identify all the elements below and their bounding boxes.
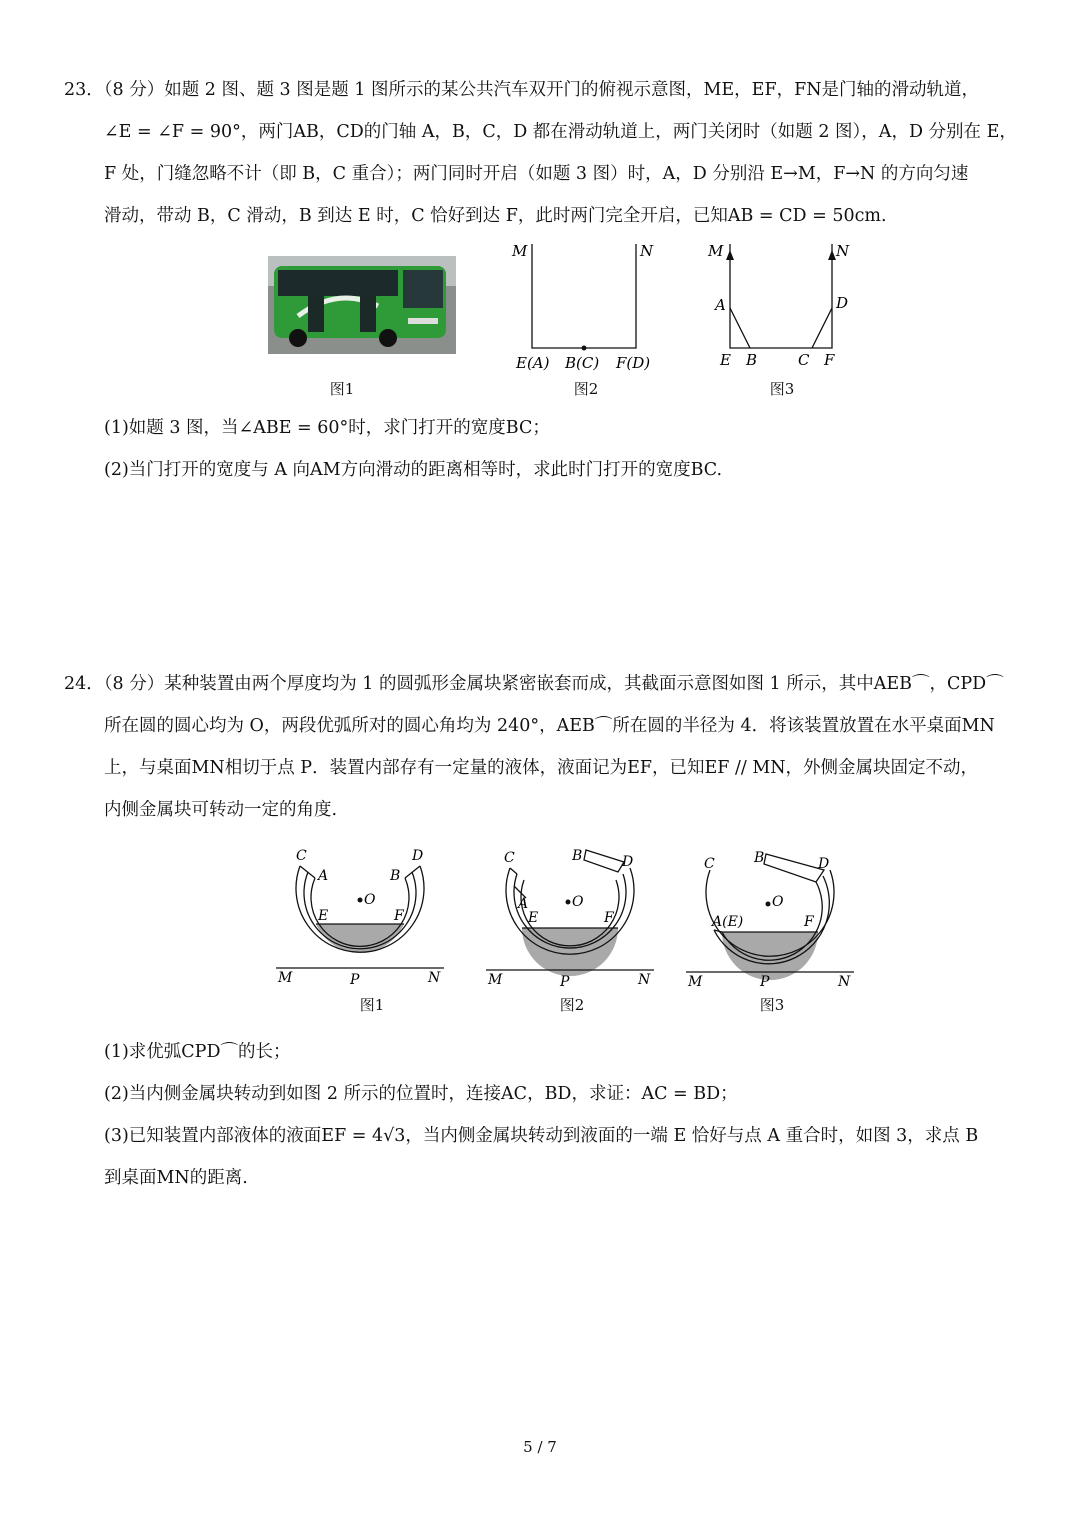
fig3-label-d: D — [836, 294, 849, 312]
q24f3-label-o: O — [772, 894, 784, 910]
q23-caption-fig3: 图3 — [769, 380, 795, 398]
q24f3-label-f: F — [804, 914, 814, 930]
fig3-label-c: C — [798, 351, 810, 369]
fig3-label-m: M — [708, 242, 724, 260]
q24f2-label-p: P — [560, 974, 570, 986]
fig2-label-e: E(A) — [516, 354, 550, 372]
fig2-label-f: F(D) — [616, 354, 651, 372]
q24-line-2: 所在圆的圆心均为 O，两段优弧所对的圆心角均为 240°，AEB⌒所在圆的半径为 4．将该装置放置在水平桌面MN — [104, 716, 995, 736]
q24f3-label-c: C — [704, 856, 715, 872]
q24f2-label-e: E — [528, 910, 539, 926]
q24f3-label-d: D — [818, 856, 830, 872]
q24f2-label-b: B — [572, 848, 583, 864]
q24-subquestion-3a: (3)已知装置内部液体的液面EF = 4√3，当内侧金属块转动到液面的一端 E 恰好与点 A 重合时，如图 3，求点 B — [104, 1126, 979, 1146]
fig3-label-e: E — [720, 351, 731, 369]
q23-line-1: 23．（8 分）如题 2 图、题 3 图是题 1 图所示的某公共汽车双开门的俯视示意图，ME，EF，FN是门轴的滑动轨道， — [64, 80, 980, 100]
q24f2-label-o: O — [572, 894, 584, 910]
q24f3-label-n: N — [838, 974, 851, 986]
q24f1-label-a: A — [318, 868, 329, 884]
q24-line-4: 内侧金属块可转动一定的角度. — [104, 800, 338, 820]
fig3-label-b: B — [746, 351, 758, 369]
q24f1-label-e: E — [318, 908, 329, 924]
q24-caption-fig3: 图3 — [759, 996, 785, 1014]
q24-figure-2 — [486, 846, 656, 986]
fig2-label-b: B(C) — [565, 354, 600, 372]
q24-line-1: 24．（8 分）某种装置由两个厚度均为 1 的圆弧形金属块紧密嵌套而成，其截面示意图如图 1 所示，其中AEB⌒，CPD⌒ — [64, 674, 1004, 694]
q23-line-3: F 处，门缝忽略不计（即 B，C 重合）；两门同时开启（如题 3 图）时，A，D 分别沿 E→M，F→N 的方向匀速 — [104, 164, 969, 184]
q24f1-label-c: C — [296, 848, 307, 864]
q24-subquestion-3b: 到桌面MN的距离. — [104, 1168, 248, 1188]
q23-figure-2 — [510, 238, 660, 378]
q24f2-label-f: F — [604, 910, 614, 926]
q23-caption-fig2: 图2 — [573, 380, 599, 398]
q24f2-label-a: A — [518, 896, 529, 912]
q24-caption-fig1: 图1 — [359, 996, 385, 1014]
q24-subquestion-1: (1)求优弧CPD⌒的长； — [104, 1042, 291, 1062]
q24f1-label-d: D — [412, 848, 424, 864]
q23-caption-fig1: 图1 — [329, 380, 355, 398]
q24f1-label-n: N — [428, 970, 441, 986]
fig3-label-n: N — [836, 242, 850, 260]
q24f3-label-b: B — [754, 850, 765, 866]
q24f1-label-m: M — [278, 970, 293, 986]
q24f3-label-p: P — [760, 974, 770, 986]
q24-caption-fig2: 图2 — [559, 996, 585, 1014]
q24f2-label-n: N — [638, 972, 651, 986]
q24-line-3: 上，与桌面MN相切于点 P．装置内部存有一定量的液体，液面记为EF，已知EF // MN，外侧金属块固定不动， — [104, 758, 979, 778]
q24f2-label-m: M — [488, 972, 503, 986]
fig3-label-f: F — [824, 351, 835, 369]
q23-line-2: ∠E = ∠F = 90°，两门AB，CD的门轴 A，B，C，D 都在滑动轨道上，两门关闭时（如题 2 图），A，D 分别在 E， — [104, 122, 1017, 142]
q23-subquestion-2: (2)当门打开的宽度与 A 向AM方向滑动的距离相等时，求此时门打开的宽度BC. — [104, 460, 723, 480]
q24f3-label-ae: A(E) — [712, 914, 744, 930]
fig3-label-a: A — [715, 296, 726, 314]
q24-figure-3 — [686, 846, 856, 986]
q24f2-label-c: C — [504, 850, 515, 866]
q24-figure-1 — [276, 846, 446, 986]
q23-subquestion-1: (1)如题 3 图，当∠ABE = 60°时，求门打开的宽度BC； — [104, 418, 550, 438]
bus-photo — [268, 256, 456, 354]
q24f1-label-o: O — [364, 892, 376, 908]
q24f1-label-p: P — [350, 972, 360, 986]
q24f1-label-f: F — [394, 908, 404, 924]
q24f3-label-m: M — [688, 974, 703, 986]
fig2-label-m: M — [512, 242, 528, 260]
q24f2-label-d: D — [622, 854, 634, 870]
q24-subquestion-2: (2)当内侧金属块转动到如图 2 所示的位置时，连接AC，BD，求证：AC = BD； — [104, 1084, 738, 1104]
q24f1-label-b: B — [390, 868, 401, 884]
page-number: 5 / 7 — [523, 1438, 557, 1456]
q23-line-4: 滑动，带动 B，C 滑动，B 到达 E 时，C 恰好到达 F，此时两门完全开启，已知AB = CD = 50cm. — [104, 206, 887, 226]
q23-figure-3 — [700, 238, 850, 378]
fig2-label-n: N — [640, 242, 654, 260]
